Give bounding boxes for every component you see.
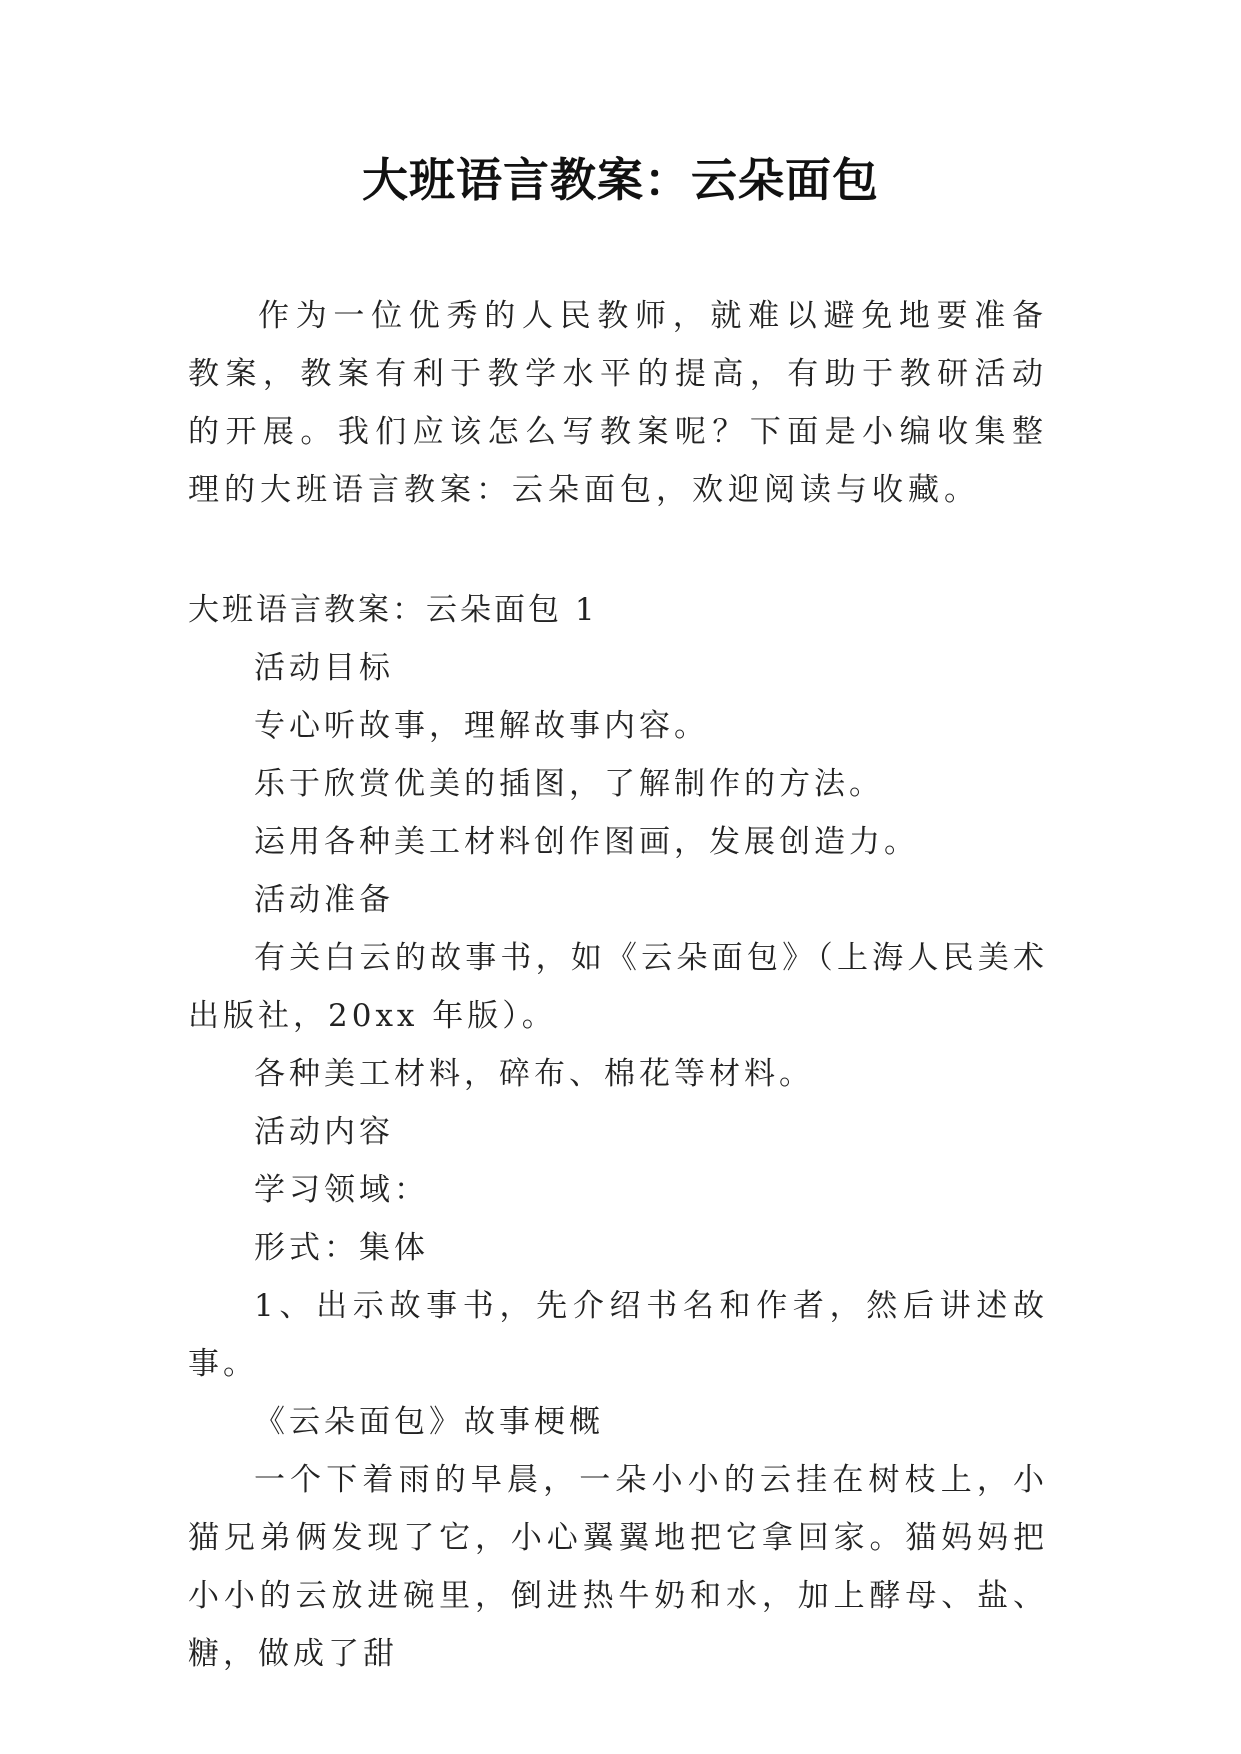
paragraph-activity-prep: 活动准备	[254, 882, 394, 918]
paragraph-prep-2: 各种美工材料，碎布、棉花等材料。	[254, 1056, 814, 1092]
paragraph-goal-1: 专心听故事，理解故事内容。	[254, 708, 709, 744]
paragraph-step-1: 1、出示故事书，先介绍书名和作者，然后讲述故事。	[188, 1288, 1048, 1382]
paragraph-story-summary: 一个下着雨的早晨，一朵小小的云挂在树枝上，小猫兄弟俩发现了它，小心翼翼地把它拿回家。猫妈妈把小小的云放进碗里，倒进热牛奶和水，加上酵母、盐、糖，做成了甜	[188, 1462, 1048, 1672]
paragraph-format: 形式：集体	[254, 1230, 429, 1266]
paragraph-activity-goals: 活动目标	[254, 650, 394, 686]
paragraph-story-summary-heading: 《云朵面包》故事梗概	[254, 1404, 604, 1440]
paragraph-goal-3: 运用各种美工材料创作图画，发展创造力。	[254, 824, 919, 860]
paragraph-learning-area: 学习领域：	[254, 1172, 429, 1208]
section-heading: 大班语言教案：云朵面包 1	[188, 592, 598, 628]
paragraph-goal-2: 乐于欣赏优美的插图，了解制作的方法。	[254, 766, 884, 802]
paragraph-activity-content: 活动内容	[254, 1114, 394, 1150]
paragraph-prep-1: 有关白云的故事书，如《云朵面包》（上海人民美术出版社，20xx 年版）。	[188, 940, 1048, 1034]
document-title: 大班语言教案：云朵面包	[362, 153, 879, 207]
document-body	[188, 287, 1048, 1683]
intro-paragraph: 作为一位优秀的人民教师，就难以避免地要准备教案，教案有利于教学水平的提高，有助于教研活动的开展。我们应该怎么写教案呢？下面是小编收集整理的大班语言教案：云朵面包，欢迎阅读与收藏。	[188, 298, 1048, 508]
